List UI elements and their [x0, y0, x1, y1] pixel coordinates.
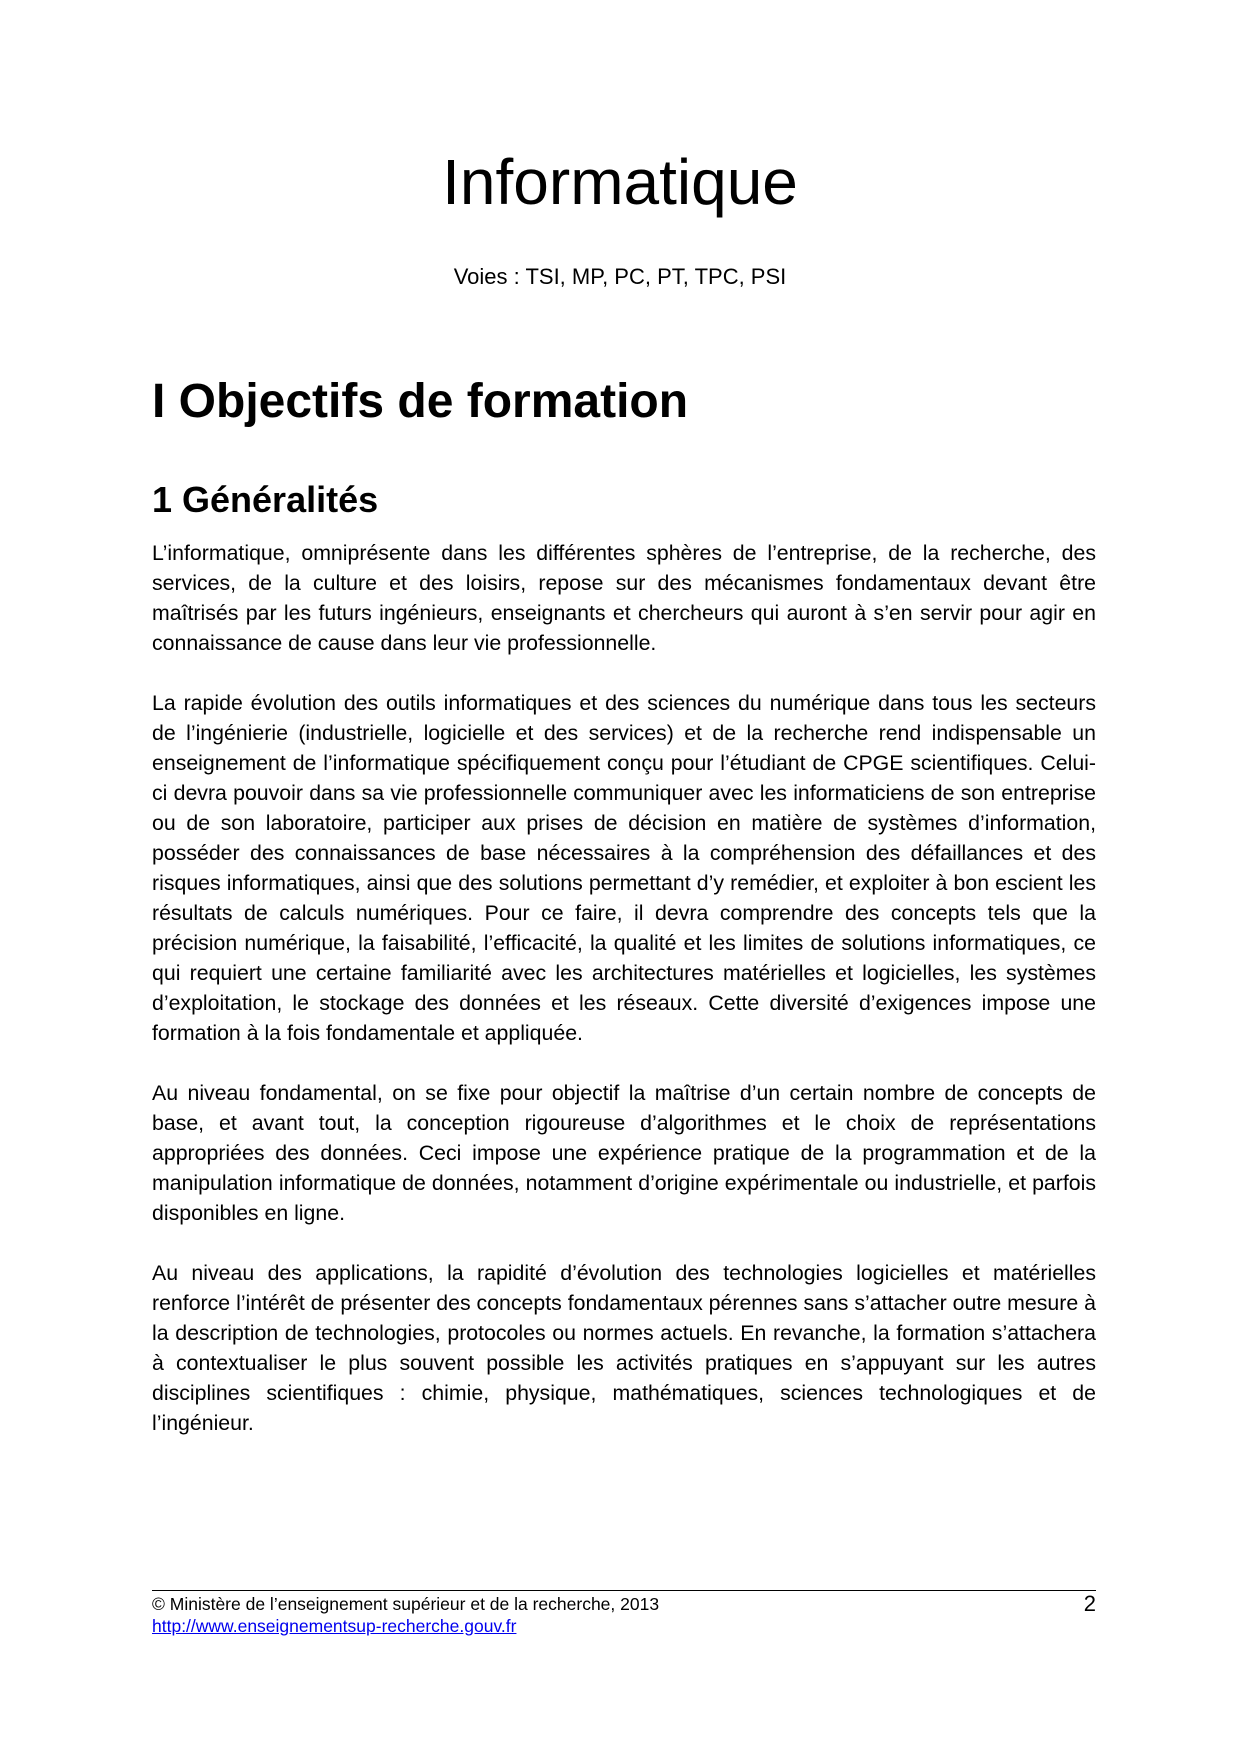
footer-website-link[interactable]: http://www.enseignementsup-recherche.gouv.fr: [152, 1616, 517, 1636]
footer-row: [152, 1593, 1096, 1615]
page-title: Informatique: [442, 146, 798, 218]
paragraph-4: Au niveau des applications, la rapidité d’évolution des technologies logicielles et matérielles renforce l’intérêt de présenter des concepts fondamentaux pérennes sans s’attacher outre mesure à la description de technologies, protocoles ou normes actuels. En revanche, la formation s’attachera à contextualiser le plus souvent possible les activités pratiques en s’appuyant sur les autres disciplines scientifiques : chimie, physique, mathématiques, sciences technologiques et de l’ingénieur.: [152, 1261, 1096, 1435]
page-number: 2: [1083, 1591, 1096, 1616]
paragraph-1: L’informatique, omniprésente dans les différentes sphères de l’entreprise, de la recherche, des services, de la culture et des loisirs, repose sur des mécanismes fondamentaux devant être maîtrisés par les futurs ingénieurs, enseignants et chercheurs qui auront à s’en servir pour agir en connaissance de cause dans leur vie professionnelle.: [152, 541, 1096, 655]
subsection-heading: 1 Généralités: [152, 479, 379, 520]
section-heading: I Objectifs de formation: [152, 375, 689, 428]
paragraph-3: Au niveau fondamental, on se fixe pour objectif la maîtrise d’un certain nombre de concepts de base, et avant tout, la conception rigoureuse d’algorithmes et le choix de représentations appropriées des données. Ceci impose une expérience pratique de la programmation et de la manipulation informatique de données, notamment d’origine expérimentale ou industrielle, et parfois disponibles en ligne.: [152, 1081, 1096, 1225]
paragraph-2: La rapide évolution des outils informatiques et des sciences du numérique dans tous les secteurs de l’ingénierie (industrielle, logicielle et des services) et de la recherche rend indispensable un enseignement de l’informatique spécifiquement conçu pour l’étudiant de CPGE scientifiques. Celui-ci devra pouvoir dans sa vie professionnelle communiquer avec les informaticiens de son entreprise ou de son laboratoire, participer aux prises de décision en matière de systèmes d’information, posséder des connaissances de base nécessaires à la compréhension des défaillances et des risques informatiques, ainsi que des solutions permettant d’y remédier, et exploiter à bon escient les résultats de calculs numériques. Pour ce faire, il devra comprendre des concepts tels que la précision numérique, la faisabilité, l’efficacité, la qualité et les limites de solutions informatiques, ce qui requiert une certaine familiarité avec les architectures matérielles et logicielles, les systèmes d’exploitation, le stockage des données et les réseaux. Cette diversité d’exigences impose une formation à la fois fondamentale et appliquée.: [152, 691, 1096, 1045]
page-footer: [152, 1590, 1096, 1637]
body-text: [152, 538, 1096, 1468]
page-subtitle: Voies : TSI, MP, PC, PT, TPC, PSI: [453, 264, 787, 289]
footer-divider: [152, 1590, 1096, 1591]
footer-copyright: © Ministère de l’enseignement supérieur et de la recherche, 2013: [152, 1594, 660, 1614]
